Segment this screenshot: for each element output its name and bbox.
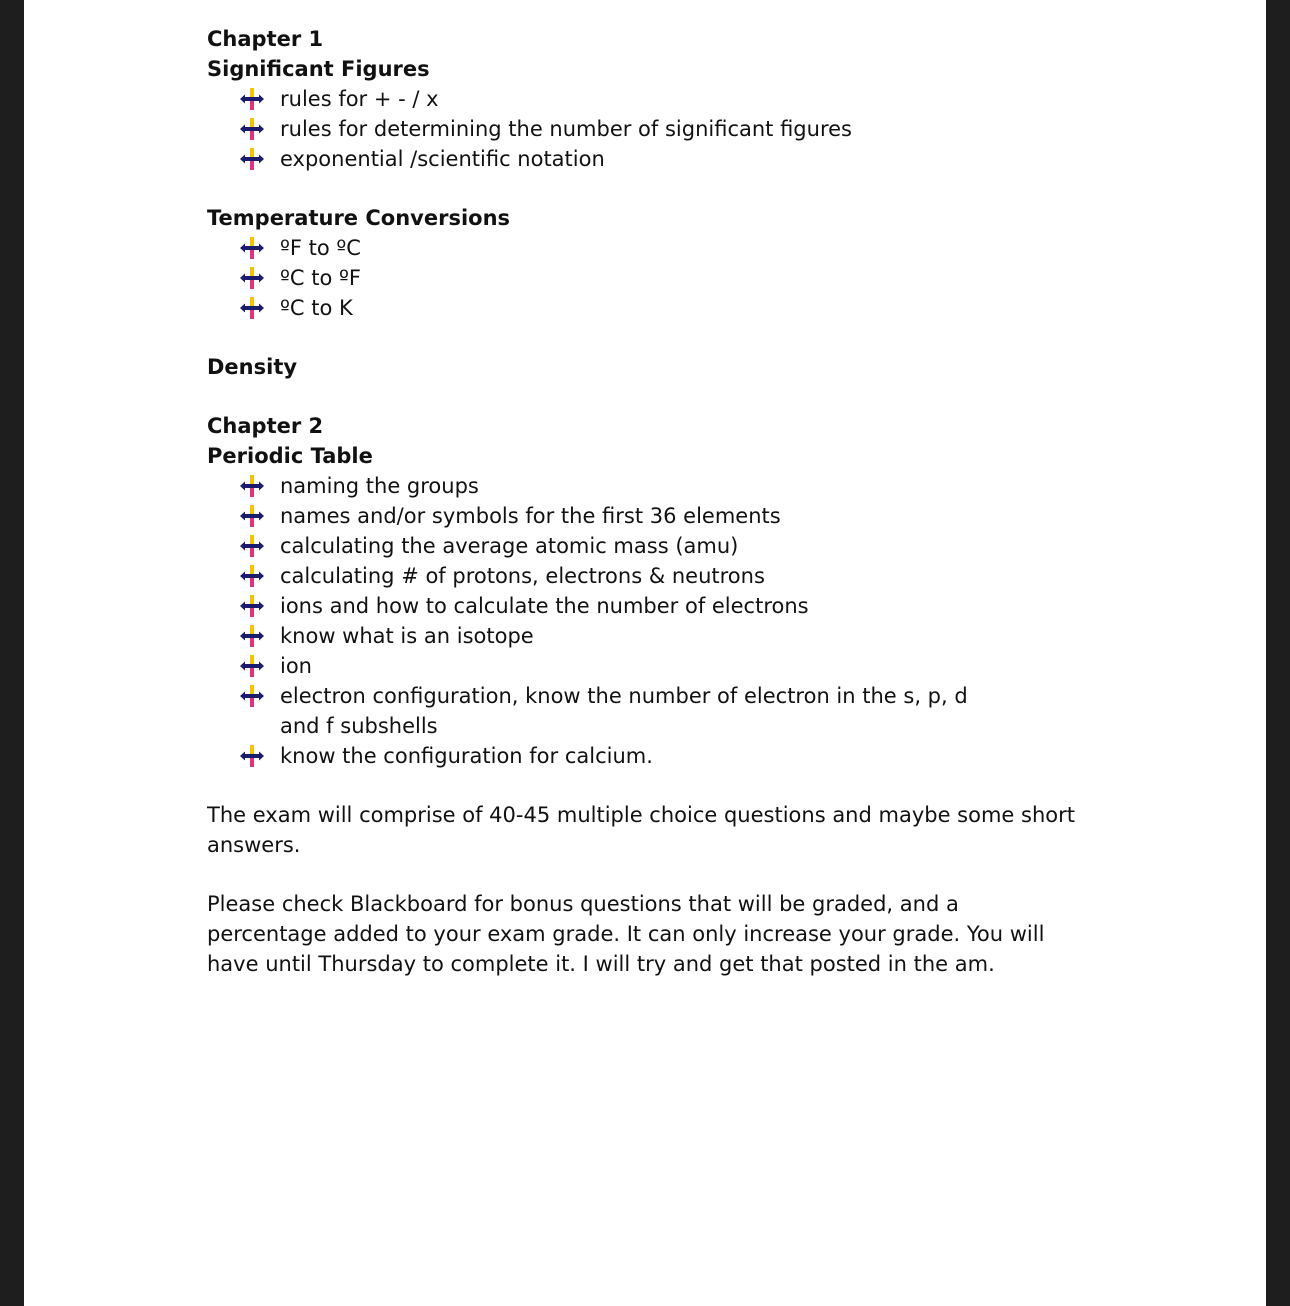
plus-arrow-bullet-icon bbox=[240, 565, 264, 587]
list-item-text: ions and how to calculate the number of electrons bbox=[280, 594, 809, 618]
list-item-text: naming the groups bbox=[280, 474, 479, 498]
exam-info-paragraph: The exam will comprise of 40-45 multiple choice questions and maybe some short answers. bbox=[207, 803, 1075, 857]
list-item bbox=[207, 263, 1107, 293]
plus-arrow-bullet-icon bbox=[240, 655, 264, 677]
plus-arrow-bullet-icon bbox=[240, 625, 264, 647]
list-item-text: ion bbox=[280, 654, 312, 678]
list-item-text: calculating the average atomic mass (amu) bbox=[280, 534, 739, 558]
list-item bbox=[207, 741, 1107, 771]
plus-arrow-bullet-icon bbox=[240, 475, 264, 497]
significant-figures-heading: Significant Figures bbox=[207, 57, 430, 81]
plus-arrow-bullet-icon bbox=[240, 297, 264, 319]
list-item-text: rules for determining the number of significant figures bbox=[280, 117, 852, 141]
temperature-conversions-list bbox=[207, 233, 1107, 323]
plus-arrow-bullet-icon bbox=[240, 745, 264, 767]
plus-arrow-bullet-icon bbox=[240, 535, 264, 557]
list-item bbox=[207, 651, 1107, 681]
spacer bbox=[207, 382, 1107, 411]
spacer bbox=[207, 860, 1107, 889]
list-item bbox=[207, 681, 1000, 741]
list-item-text: ºC to K bbox=[280, 296, 353, 320]
plus-arrow-bullet-icon bbox=[240, 685, 264, 707]
plus-arrow-bullet-icon bbox=[240, 118, 264, 140]
spacer bbox=[207, 323, 1107, 352]
spacer bbox=[207, 771, 1107, 800]
list-item-text: calculating # of protons, electrons & neutrons bbox=[280, 564, 765, 588]
list-item bbox=[207, 114, 1107, 144]
significant-figures-list bbox=[207, 84, 1107, 174]
list-item bbox=[207, 501, 1107, 531]
list-item-text: know what is an isotope bbox=[280, 624, 534, 648]
density-heading: Density bbox=[207, 355, 298, 379]
plus-arrow-bullet-icon bbox=[240, 237, 264, 259]
list-item bbox=[207, 233, 1107, 263]
plus-arrow-bullet-icon bbox=[240, 88, 264, 110]
list-item bbox=[207, 144, 1107, 174]
list-item bbox=[207, 561, 1107, 591]
list-item bbox=[207, 621, 1107, 651]
document-page bbox=[24, 0, 1266, 1306]
list-item-text: electron configuration, know the number of electron in the s, p, d and f subshells bbox=[280, 684, 968, 738]
list-item-text: exponential /scientific notation bbox=[280, 147, 605, 171]
plus-arrow-bullet-icon bbox=[240, 148, 264, 170]
list-item bbox=[207, 591, 1107, 621]
list-item-text: ºF to ºC bbox=[280, 236, 361, 260]
page-content bbox=[207, 24, 1107, 979]
list-item bbox=[207, 531, 1107, 561]
chapter-2-title: Chapter 2 bbox=[207, 414, 324, 438]
list-item-text: rules for + - / x bbox=[280, 87, 439, 111]
periodic-table-heading: Periodic Table bbox=[207, 444, 373, 468]
list-item bbox=[207, 293, 1107, 323]
plus-arrow-bullet-icon bbox=[240, 595, 264, 617]
plus-arrow-bullet-icon bbox=[240, 267, 264, 289]
chapter-1-title: Chapter 1 bbox=[207, 27, 324, 51]
list-item-text: names and/or symbols for the first 36 elements bbox=[280, 504, 781, 528]
periodic-table-list bbox=[207, 471, 1107, 771]
spacer bbox=[207, 174, 1107, 203]
bonus-info-paragraph: Please check Blackboard for bonus questions that will be graded, and a percentage added to your exam grade. It can only increase your grade. You will have until Thursday to complete it. I will try and get that posted in the am. bbox=[207, 892, 1045, 976]
list-item bbox=[207, 84, 1107, 114]
list-item-text: know the configuration for calcium. bbox=[280, 744, 653, 768]
plus-arrow-bullet-icon bbox=[240, 505, 264, 527]
list-item-text: ºC to ºF bbox=[280, 266, 361, 290]
list-item bbox=[207, 471, 1107, 501]
temperature-conversions-heading: Temperature Conversions bbox=[207, 206, 511, 230]
